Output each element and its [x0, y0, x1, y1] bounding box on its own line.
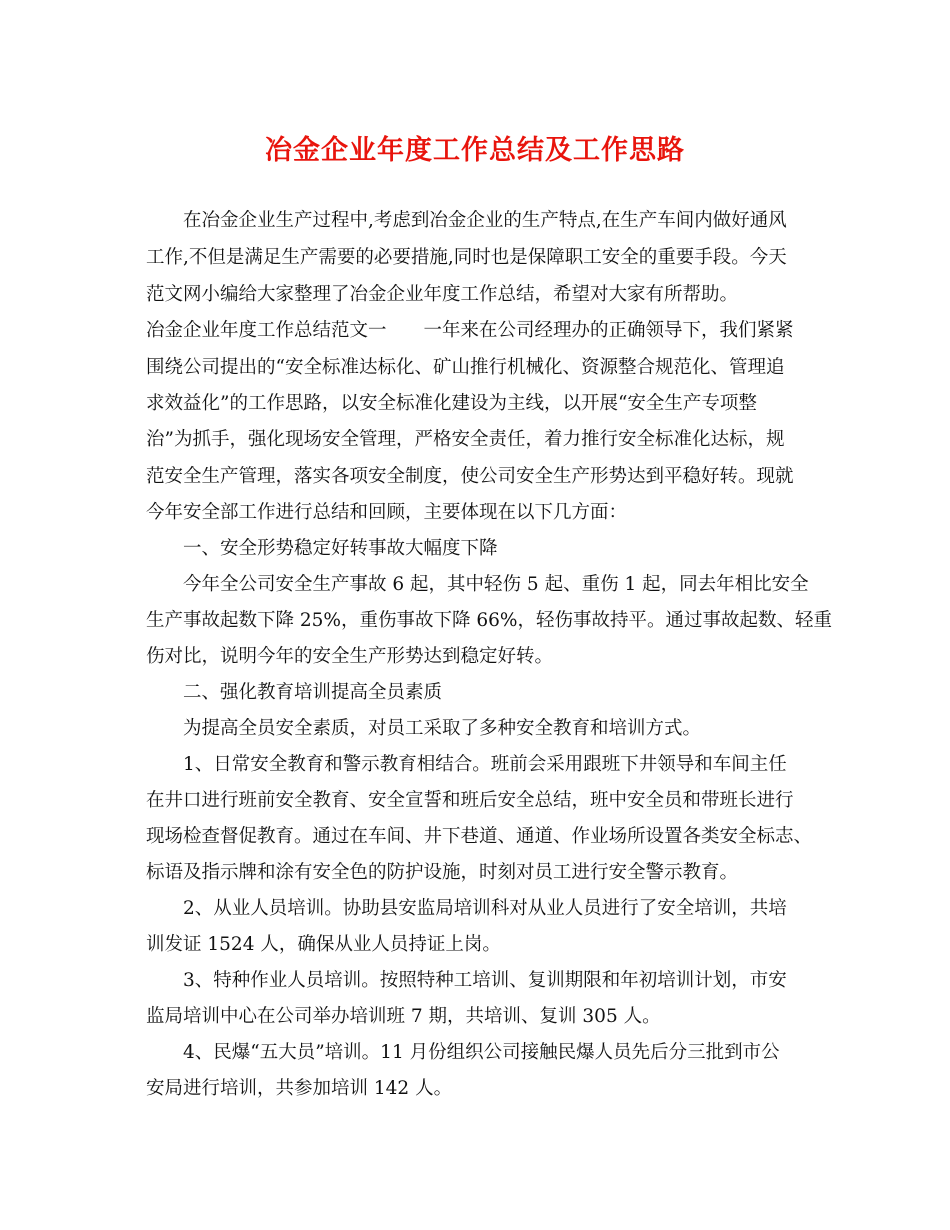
paragraph-line: 围绕公司提出的“安全标准达标化、矿山推行机械化、资源整合规范化、管理追	[146, 357, 785, 378]
paragraph-line: 2、从业人员培训。协助县安监局培训科对从业人员进行了安全培训，共培	[183, 898, 787, 919]
paragraph-line: 训发证 1524 人，确保从业人员持证上岗。	[146, 934, 501, 955]
paragraph-line: 1、日常安全教育和警示教育相结合。班前会采用跟班下井领导和车间主任	[183, 754, 787, 775]
section-heading: 二、强化教育培训提高全员素质	[183, 682, 443, 703]
paragraph-line: 安局进行培训，共参加培训 142 人。	[146, 1078, 453, 1099]
paragraph-line: 4、民爆“五大员”培训。11 月份组织公司接触民爆人员先后分三批到市公	[183, 1042, 780, 1063]
paragraph-line: 范文网小编给大家整理了冶金企业年度工作总结，希望对大家有所帮助。	[146, 284, 739, 305]
paragraph-line: 在冶金企业生产过程中,考虑到冶金企业的生产特点,在生产车间内做好通风	[183, 210, 787, 231]
paragraph-line: 在井口进行班前安全教育、安全宣誓和班后安全总结，班中安全员和带班长进行	[146, 790, 794, 811]
paragraph-line: 治”为抓手，强化现场安全管理，严格安全责任，着力推行安全标准化达标，规	[146, 429, 785, 450]
paragraph-line: 生产事故起数下降 25%，重伤事故下降 66%，轻伤事故持平。通过事故起数、轻重	[146, 610, 833, 631]
paragraph-line: 现场检查督促教育。通过在车间、井下巷道、通道、作业场所设置各类安全标志、	[146, 826, 813, 847]
paragraph-line: 标语及指示牌和涂有安全色的防护设施，时刻对员工进行安全警示教育。	[146, 862, 739, 883]
document-title: 冶金企业年度工作总结及工作思路	[265, 135, 685, 166]
section-heading: 一、安全形势稳定好转事故大幅度下降	[183, 538, 498, 559]
paragraph-line: 求效益化”的工作思路，以安全标准化建设为主线，以开展“安全生产专项整	[146, 393, 757, 414]
paragraph-line: 冶金企业年度工作总结范文一 一年来在公司经理办的正确领导下，我们紧紧	[146, 320, 794, 341]
paragraph-line: 监局培训中心在公司举办培训班 7 期，共培训、复训 305 人。	[146, 1006, 661, 1027]
paragraph-line: 3、特种作业人员培训。按照特种工培训、复训期限和年初培训计划，市安	[183, 970, 787, 991]
paragraph-line: 伤对比，说明今年的安全生产形势达到稳定好转。	[146, 646, 554, 667]
paragraph-line: 工作,不但是满足生产需要的必要措施,同时也是保障职工安全的重要手段。今天	[146, 247, 787, 268]
paragraph-line: 今年安全部工作进行总结和回顾，主要体现在以下几方面：	[146, 502, 628, 523]
paragraph-line: 为提高全员安全素质，对员工采取了多种安全教育和培训方式。	[183, 718, 702, 739]
paragraph-line: 今年全公司安全生产事故 6 起，其中轻伤 5 起、重伤 1 起，同去年相比安全	[183, 574, 809, 595]
paragraph-line: 范安全生产管理，落实各项安全制度，使公司安全生产形势达到平稳好转。现就	[146, 466, 794, 487]
